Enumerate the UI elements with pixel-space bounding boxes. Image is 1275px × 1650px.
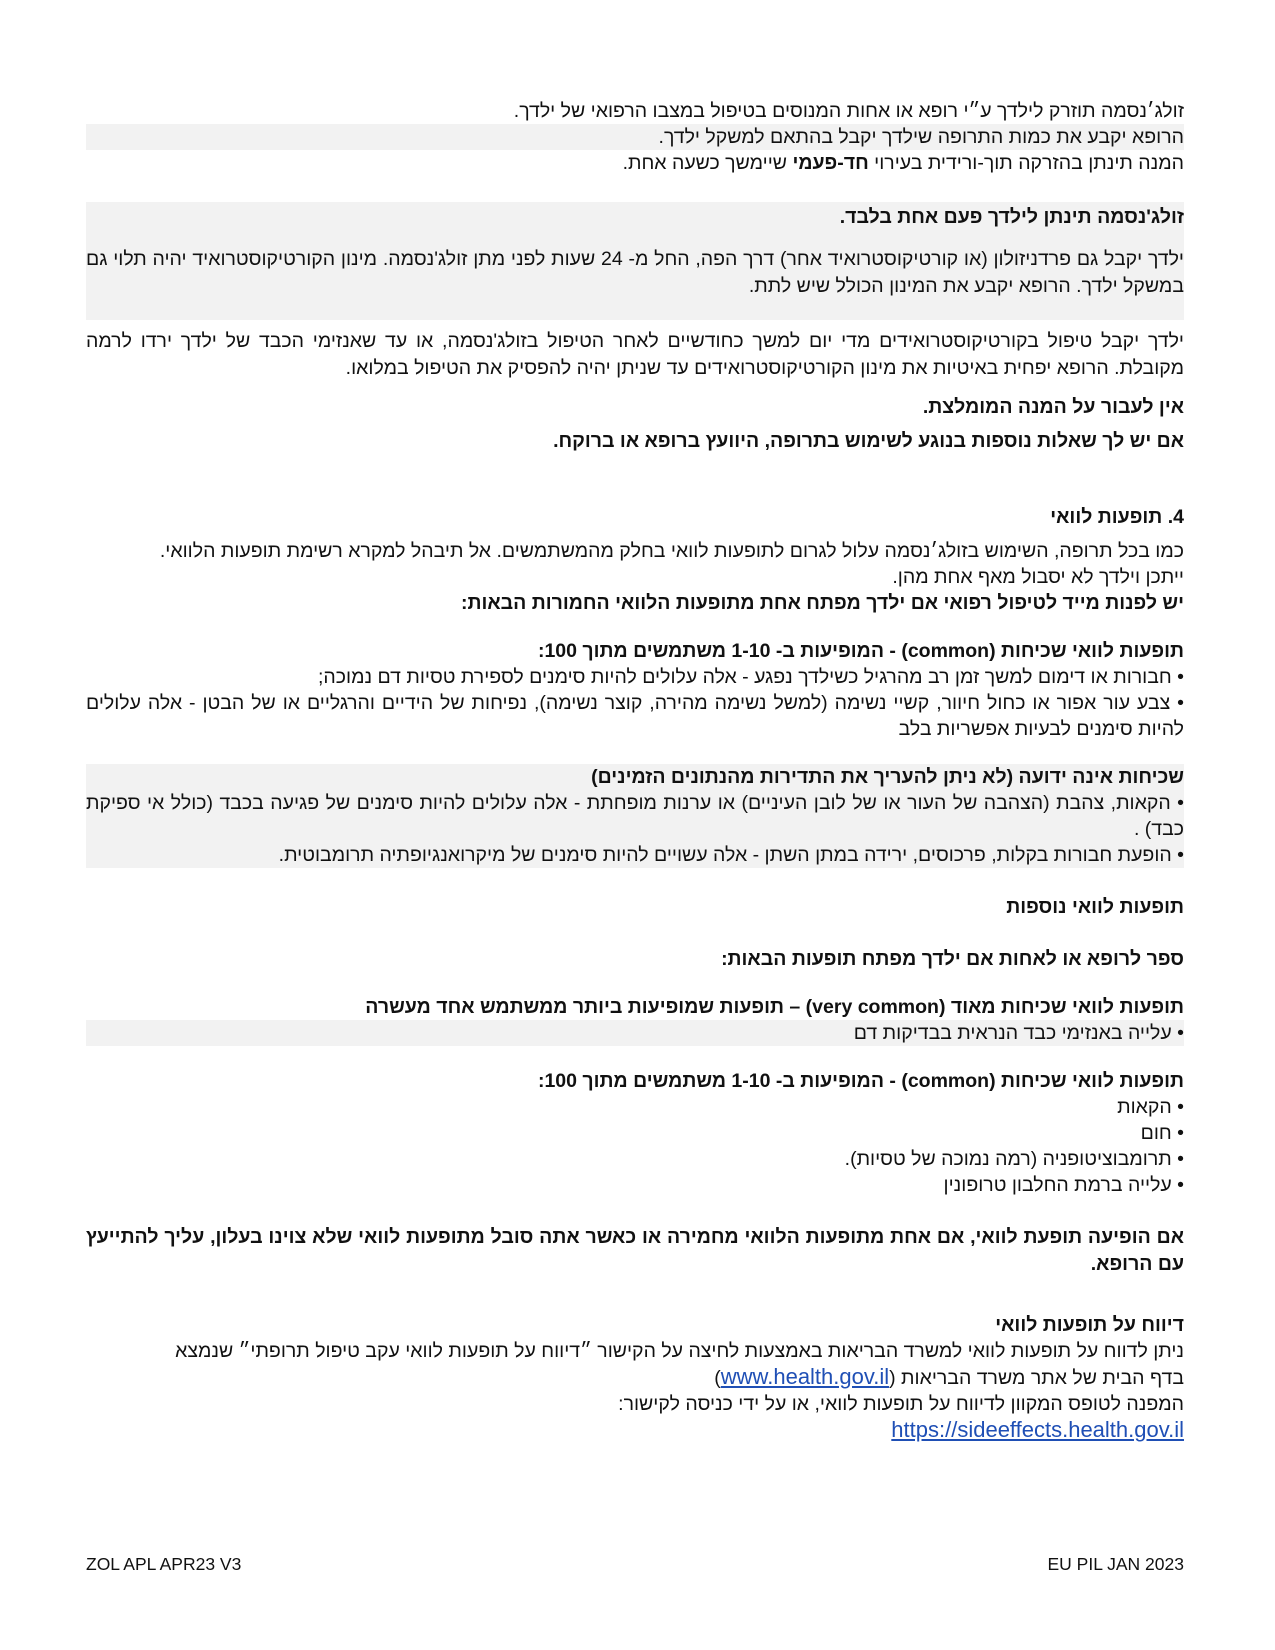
questions-warning: אם יש לך שאלות נוספות בנוגע לשימוש בתרופה, היוועץ ברופא או ברוקח. — [553, 430, 1184, 452]
list-item: • הקאות — [1117, 1096, 1184, 1118]
once-only-block — [86, 202, 1184, 320]
dosage-line-3-post: שיימשך כשעה אחת. — [622, 152, 793, 174]
unknown-frequency-heading: שכיחות אינה ידועה (לא ניתן להעריך את התדירות מהנתונים הזמינים) — [591, 766, 1184, 788]
reporting-line-1: ניתן לדווח על תופעות לוואי למשרד הבריאות באמצעות לחיצה על הקישור ״דיווח על תופעות לוואי עקב טיפול תרופתי״ שנמצא — [175, 1340, 1184, 1362]
list-item: • עלייה באנזימי כבד הנראית בבדיקות דם — [86, 1020, 1184, 1046]
reporting-line-2 — [86, 1364, 1184, 1391]
no-exceed-warning: אין לעבור על המנה המומלצת. — [922, 396, 1184, 418]
dosage-single-infusion: חד-פעמי — [792, 152, 869, 174]
section-4-title: 4. תופעות לוואי — [1050, 506, 1184, 528]
leaflet-page — [86, 98, 1184, 1444]
reporting-line-4 — [86, 1417, 1184, 1444]
footer-left: ZOL APL APR23 V3 — [86, 1554, 242, 1574]
serious-common-heading: תופעות לוואי שכיחות (common) - המופיעות ב- 1-10 משתמשים מתוך 100: — [537, 640, 1184, 662]
corticosteroid-paragraph: ילדך יקבל טיפול בקורטיקוסטרואידים מדי יום למשך כחודשיים לאחר הטיפול בזולג'נסמה, או עד שאנזימי הכבד של ילדך ירדו לרמה מקובלת. הרופא יפחית באיטיות את מינון הקורטיקוסטרואידים עד שניתן יהיה להפסיק את הטיפול במלואו. — [86, 330, 1184, 379]
section-4-intro-1: כמו בכל תרופה, השימוש בזולג׳נסמה עלול לגרום לתופעות לוואי בחלק מהמשתמשים. אל תיבהל למקרא רשימת תופעות הלוואי. — [159, 540, 1184, 562]
list-item: • הקאות, צהבת (הצהבה של העור או של לובן העיניים) או ערנות מופחתת - אלה עלולים להיות סימנים של פגיעה בכבד (כולל אי ספיקת כבד) . — [86, 792, 1184, 840]
reporting-line-2-post: ) — [714, 1367, 721, 1389]
dosage-line-3-pre: המנה תינתן בהזרקה תוך-ורידית בעירוי — [868, 152, 1184, 174]
reporting-heading: דיווח על תופעות לוואי — [995, 1314, 1184, 1336]
tell-doctor-line: ספר לרופא או לאחות אם ילדך מפתח תופעות הבאות: — [721, 948, 1184, 970]
dosage-line-3 — [86, 150, 1184, 176]
section-4-intro-2: ייתכן וילדך לא יסבול מאף אחת מהן. — [892, 566, 1184, 588]
once-only-heading: זולג'נסמה תינתן לילדך פעם אחת בלבד. — [839, 206, 1184, 228]
list-item: • הופעת חבורות בקלות, פרכוסים, ירידה במתן השתן - אלה עשויים להיות סימנים של מיקרואנגיופתיה תרומבוטית. — [278, 844, 1184, 866]
additional-effects-heading: תופעות לוואי נוספות — [1006, 896, 1184, 918]
page-footer — [86, 1554, 1184, 1575]
list-item: • תרומבוציטופניה (רמה נמוכה של טסיות). — [844, 1148, 1184, 1170]
sideeffects-link[interactable]: https://sideeffects.health.gov.il — [891, 1417, 1184, 1442]
very-common-heading: תופעות לוואי שכיחות מאוד (very common) – תופעות שמופיעות ביותר ממשתמש אחד מעשרה — [365, 996, 1184, 1018]
list-item: • צבע עור אפור או כחול חיוור, קשיי נשימה (למשל נשימה מהירה, קוצר נשימה), נפיחות של הידיים והרגליים או של הבטן - אלה עלולים להיות סימנים לבעיות אפשריות בלב — [86, 692, 1184, 740]
prednisolone-paragraph: ילדך יקבל גם פרדניזולון (או קורטיקוסטרואיד אחר) דרך הפה, החל מ- 24 שעות לפני מתן זולג'נסמה. מינון הקורטיקוסטרואיד יהיה תלוי גם במשקל ילדך. הרופא יקבע את המינון הכולל שיש לתת. — [86, 248, 1184, 297]
reporting-line-2-pre: בדף הבית של אתר משרד הבריאות ( — [889, 1367, 1184, 1389]
health-ministry-link[interactable]: www.health.gov.il — [720, 1364, 890, 1389]
footer-right: EU PIL JAN 2023 — [1047, 1554, 1184, 1574]
unknown-frequency-block — [86, 764, 1184, 868]
list-item: • עלייה ברמת החלבון טרופונין — [943, 1174, 1184, 1196]
dosage-line-2: הרופא יקבע את כמות התרופה שילדך יקבל בהתאם למשקל ילדך. — [86, 124, 1184, 150]
reporting-line-3: המפנה לטופס המקוון לדיווח על תופעות לוואי, או על ידי כניסה לקישור: — [618, 1393, 1184, 1415]
common-heading: תופעות לוואי שכיחות (common) - המופיעות ב- 1-10 משתמשים מתוך 100: — [537, 1070, 1184, 1092]
dosage-line-1: זולג׳נסמה תוזרק לילדך ע״י רופא או אחות המנוסים בטיפול במצבו הרפואי של ילדך. — [513, 100, 1184, 122]
list-item: • חום — [1140, 1122, 1184, 1144]
consult-doctor-paragraph: אם הופיעה תופעת לוואי, אם אחת מתופעות הלוואי מחמירה או כאשר אתה סובל מתופעות לוואי שלא צוינו בעלון, עליך להתייעץ עם הרופא. — [86, 1226, 1184, 1275]
urgent-care-notice: יש לפנות מייד לטיפול רפואי אם ילדך מפתח אחת מתופעות הלוואי החמורות הבאות: — [460, 592, 1184, 614]
list-item: • חבורות או דימום למשך זמן רב מהרגיל כשילדך נפגע - אלה עלולים להיות סימנים לספירת טסיות דם נמוכה; — [318, 666, 1184, 688]
